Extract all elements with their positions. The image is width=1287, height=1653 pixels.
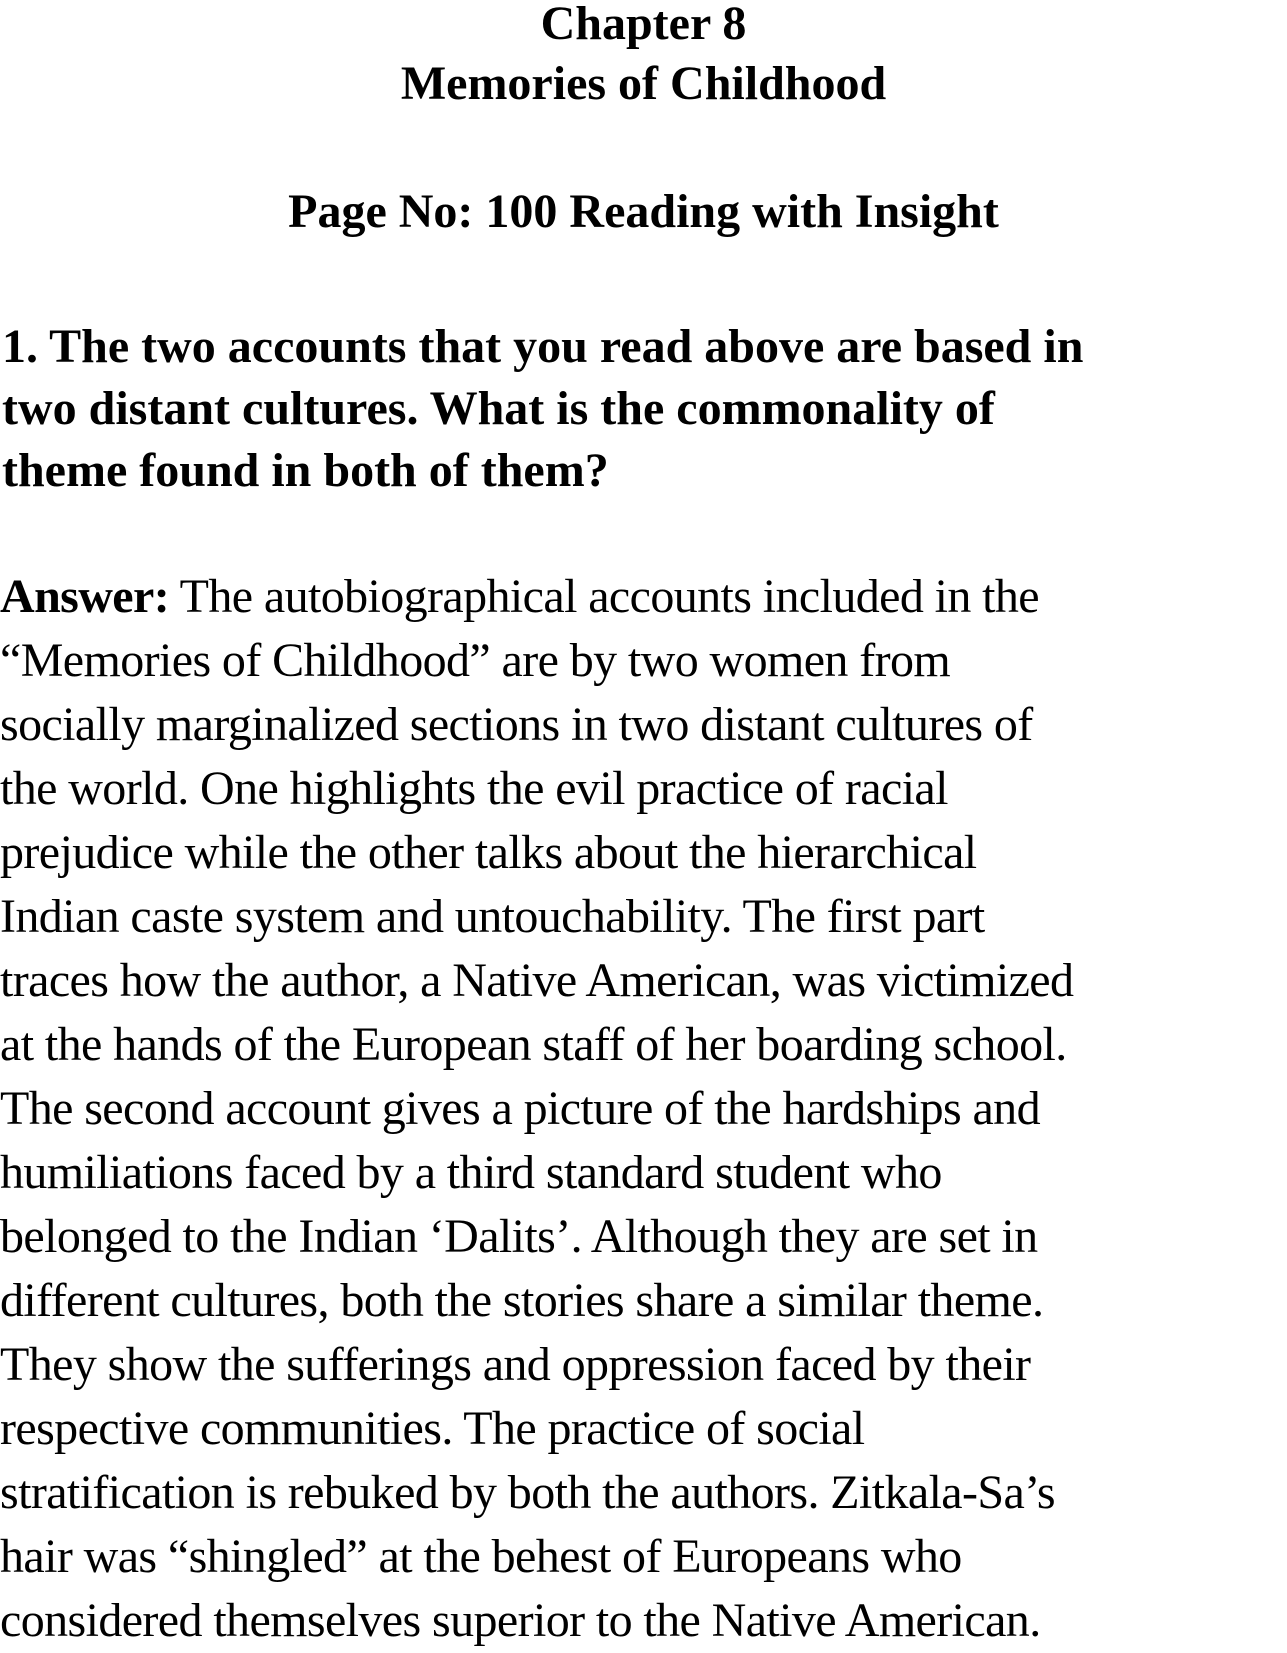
answer-line: The second account gives a picture of the hardships and (0, 1082, 1040, 1135)
answer-line: “Memories of Childhood” are by two women from (0, 634, 951, 687)
answer-line: hair was “shingled” at the behest of Europeans who (0, 1530, 962, 1583)
answer-block (0, 565, 1287, 1653)
answer-line: prejudice while the other talks about the hierarchical (0, 826, 977, 879)
question-line: theme found in both of them? (2, 444, 609, 497)
answer-line: traces how the author, a Native American, was victimized (0, 954, 1074, 1007)
answer-line: socially marginalized sections in two distant cultures of (0, 698, 1033, 751)
answer-first-line (0, 565, 1287, 629)
question-line: two distant cultures. What is the commonality of (2, 382, 995, 435)
page-reference: Page No: 100 Reading with Insight (288, 185, 999, 238)
answer-line: considered themselves superior to the Native American. (0, 1594, 1041, 1647)
answer-line: respective communities. The practice of social (0, 1402, 865, 1455)
answer-line: stratification is rebuked by both the authors. Zitkala-Sa’s (0, 1466, 1056, 1519)
chapter-title: Memories of Childhood (400, 57, 887, 110)
answer-line: Indian caste system and untouchability. The first part (0, 890, 985, 943)
answer-line: They show the sufferings and oppression faced by their (0, 1338, 1031, 1391)
answer-line: humiliations faced by a third standard student who (0, 1146, 942, 1199)
answer-text: The autobiographical accounts included in the (169, 570, 1040, 623)
answer-line: at the hands of the European staff of her boarding school. (0, 1018, 1067, 1071)
question-line: 1. The two accounts that you read above are based in (2, 320, 1084, 373)
answer-line: the world. One highlights the evil practice of racial (0, 762, 948, 815)
answer-line: different cultures, both the stories share a similar theme. (0, 1274, 1044, 1327)
chapter-number: Chapter 8 (540, 0, 747, 50)
question-block (2, 316, 1282, 502)
answer-label: Answer: (0, 570, 170, 623)
answer-line: belonged to the Indian ‘Dalits’. Although they are set in (0, 1210, 1038, 1263)
